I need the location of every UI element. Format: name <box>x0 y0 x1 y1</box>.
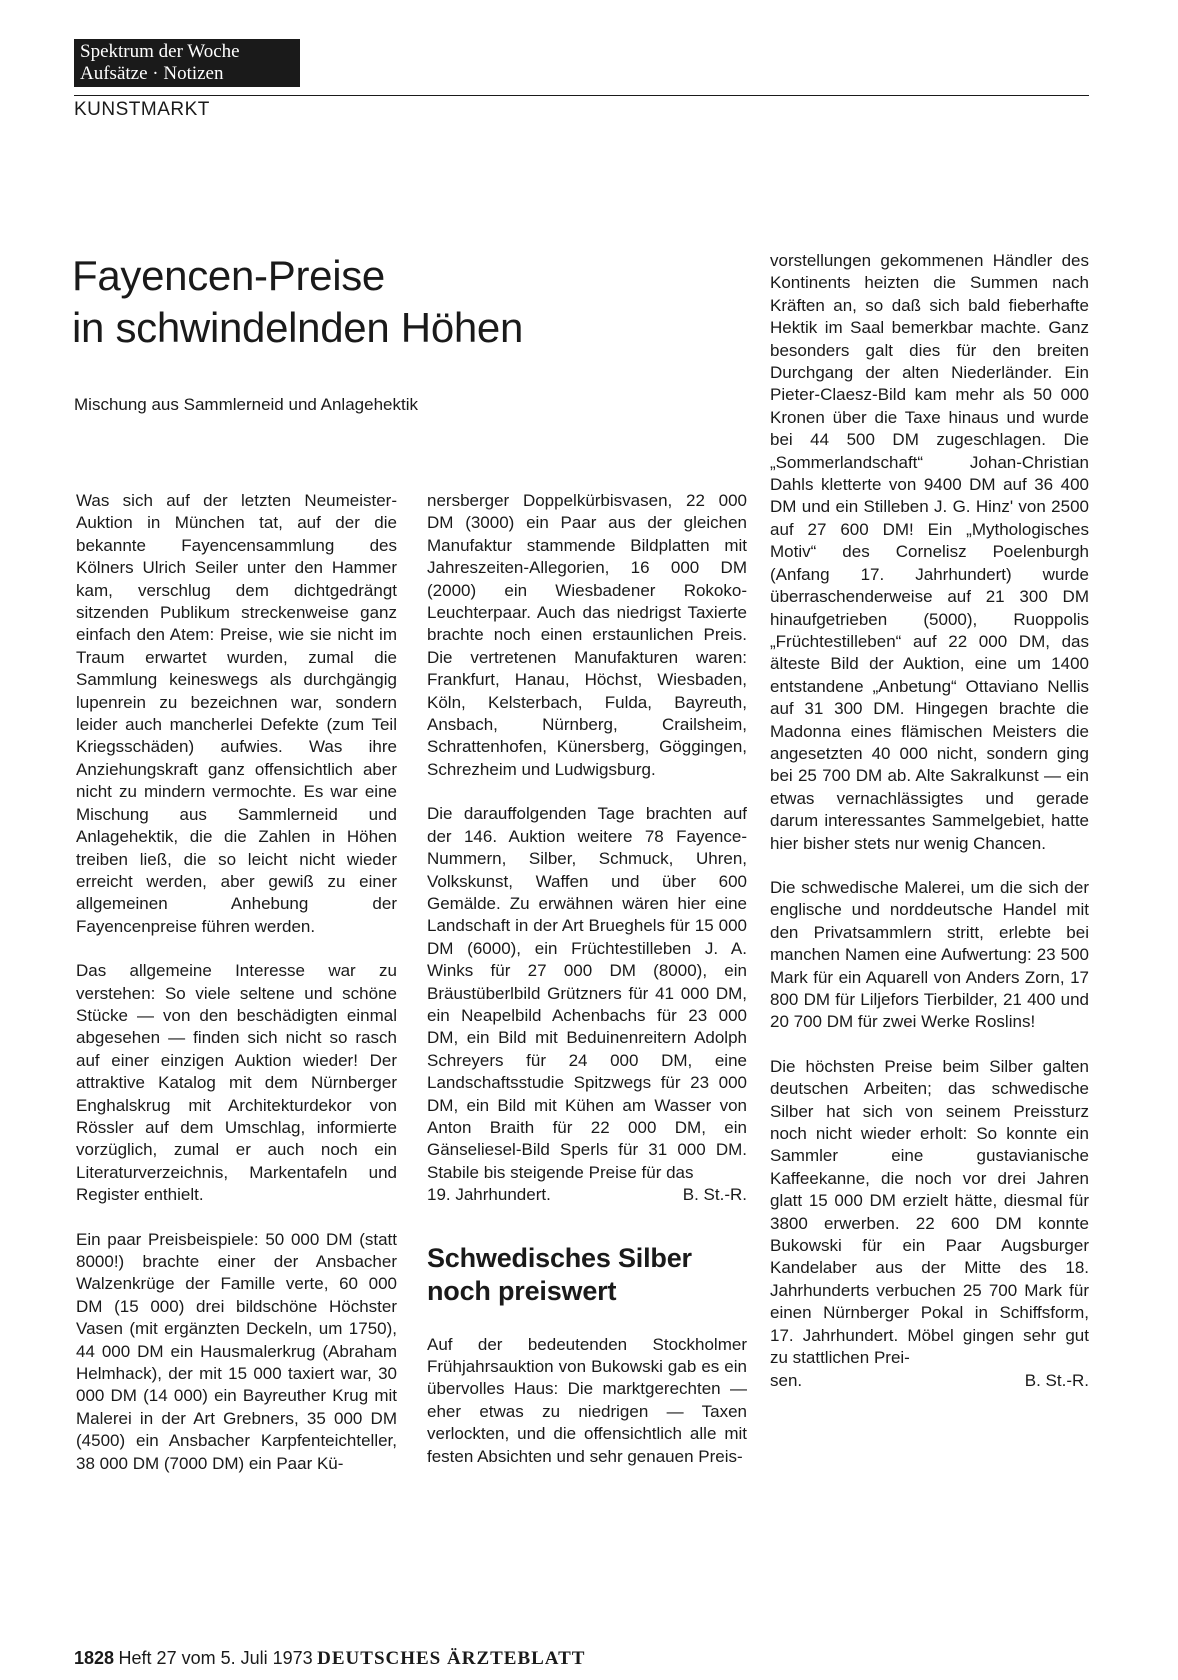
paragraph: Auf der bedeutenden Stockholmer Frühjahrsauktion von Bukowski gab es ein übervolles Haus: Die marktgerechten — eher etwas zu niedrigen — Taxen verlockten, und die offensichtlich alle mit festen Absichten und sehr genauen Preis- <box>427 1334 747 1466</box>
article-subtitle: Mischung aus Sammlerneid und Anlagehektik <box>74 395 418 414</box>
page-number: 1828 <box>74 1648 115 1668</box>
paragraph: Die darauffolgenden Tage brachten auf der 146. Auktion weitere 78 Fayence-Nummern, Silber, Schmuck, Uhren, Volkskunst, Waffen und über 600 Gemälde. Zu erwähnen wären hier eine Landschaft in der Art Brueghels für 15 000 DM (6000), ein Früchtestilleben J. A. Winks für 27 000 DM (8000), ein Bräustüberlbild Grützners für 41 000 DM, ein Neapelbild Achenbachs für 23 000 DM, ein Bild mit Beduinenreitern Adolph Schreyers für 24 000 DM, eine Landschaftsstudie Spitzwegs für 23 000 DM, ein Bild mit Kühen am Wasser von Anton Braith für 22 000 DM, ein Gänseliesel-Bild Sperls für 31 000 DM. Stabile bis steigende Preise für das <box>427 804 747 1182</box>
column-1 <box>76 490 397 1497</box>
paragraph: Ein paar Preisbeispiele: 50 000 DM (statt 8000!) brachte einer der Ansbacher Walzenkrüge der Famille verte, 60 000 DM (15 000) drei bildschöne Höchster Vasen (mit ergänzten Deckeln, um 1750), 44 000 DM ein Hausmalerkrug (Abraham Helmhack), der mit 15 000 taxiert war, 30 000 DM (14 000) ein Bayreuther Krug mit Malerei in der Art Grebners, 35 000 DM (4500) ein Ansbacher Karpfenteichteller, 38 000 DM (7000 DM) ein Paar Kü- <box>76 1229 397 1473</box>
title-line-1: Fayencen-Preise <box>72 252 385 299</box>
paragraph: vorstellungen gekommenen Händler des Kontinents heizten die Summen nach Kräften an, so daß sich bald fieberhafte Hektik im Saal bemerkbar machte. Ganz besonders galt dies für den breiten Durchgang der alten Niederländer. Ein Pieter-Claesz-Bild kam mehr als 50 000 Kronen über die Taxe hinaus und wurde bei 44 500 DM zugeschlagen. Die „Sommerlandschaft“ Johan-Christian Dahls kletterte von 9400 DM auf 36 400 DM und ein Stilleben J. G. Hinz' von 2500 auf 27 600 DM! Ein „Mythologisches Motiv“ des Cornelisz Poelenburgh (Anfang 17. Jahrhundert) wurde überraschenderweise auf 21 300 DM hinaufgetrieben (5000), Ruoppolis „Früchtestilleben“ auf 22 000 DM, das älteste Bild der Auktion, eine um 1400 entstandene „Anbetung“ Ottaviano Nellis auf 31 300 DM. Hingegen brachte die Madonna eines flämischen Meisters die angesetzten 40 000 nicht, sondern ging bei 25 700 DM ab. Alte Sakralkunst — ein etwas vernachlässigtes und gerade darum interessantes Sammelgebiet, hatte hier bisher stets nur wenig Chancen. <box>770 251 1089 853</box>
paragraph: Die schwedische Malerei, um die sich der englische und norddeutsche Handel mit den Privatsammlern stritt, erlebte bei manchen Namen eine Aufwertung: 23 500 Mark für ein Aquarell von Anders Zorn, 17 800 DM für Liljefors Tierbilder, 21 400 und 20 700 DM für zwei Werke Roslins! <box>770 877 1089 1032</box>
heading-line-2: noch preiswert <box>427 1275 617 1306</box>
column-2 <box>427 490 747 1490</box>
article-title <box>72 250 523 354</box>
section-label: KUNSTMARKT <box>74 99 210 120</box>
badge-line-2: Aufsätze · Notizen <box>80 63 224 84</box>
journal-name: DEUTSCHES ÄRZTEBLATT <box>317 1648 586 1669</box>
article-end-line <box>427 1184 747 1206</box>
paragraph: nersberger Doppelkürbisvasen, 22 000 DM (3000) ein Paar aus der gleichen Manufaktur stammende Bildplatten mit Jahreszeiten-Allegorien, 16 000 DM (2000) ein Wiesbadener Rokoko-Leuchterpaar. Auch das niedrigst Taxierte brachte noch einen erstaunlichen Preis. Die vertretenen Manufakturen waren: Frankfurt, Hanau, Höchst, Wiesbaden, Köln, Kelsterbach, Fulda, Bayreuth, Ansbach, Nürnberg, Crailsheim, Schrattenhofen, Künersberg, Göggingen, Schrezheim und Ludwigsburg. <box>427 491 747 779</box>
second-article-heading <box>427 1242 747 1308</box>
page-footer <box>74 1648 585 1670</box>
article-end-line <box>770 1370 1089 1392</box>
title-line-2: in schwindelnden Höhen <box>72 304 524 351</box>
author-signature: B. St.-R. <box>1024 1370 1089 1390</box>
heading-line-1: Schwedisches Silber <box>427 1242 692 1273</box>
last-line-text: sen. <box>770 1370 803 1390</box>
author-signature: B. St.-R. <box>682 1185 747 1205</box>
section-badge <box>74 39 300 87</box>
last-line-text: 19. Jahrhundert. <box>427 1185 551 1205</box>
header-rule <box>74 95 1089 96</box>
badge-line-1: Spektrum der Woche <box>80 41 240 62</box>
issue-info: Heft 27 vom 5. Juli 1973 <box>118 1648 313 1668</box>
paragraph: Die höchsten Preise beim Silber galten deutschen Arbeiten; das schwedische Silber hat sich von seinem Preissturz noch nicht wieder erholt: So konnte ein Sammler eine gustavianische Kaffeekanne, die noch vor drei Jahren glatt 15 000 DM erzielt hätte, diesmal für 3800 erwerben. 22 600 DM konnte Bukowski für ein Paar Augsburger Kandelaber aus der Mitte des 18. Jahrhunderts verbuchen 25 700 Mark für einen Nürnberger Pokal in Schiffsform, 17. Jahrhundert. Möbel gingen sehr gut zu stattlichen Prei- <box>770 1056 1089 1368</box>
paragraph: Das allgemeine Interesse war zu verstehen: So viele seltene und schöne Stücke — von den beschädigten einmal abgesehen — finden sich nicht so rasch auf einer einzigen Auktion wieder! Der attraktive Katalog mit dem Nürnberger Enghalskrug mit Architekturdekor von Rössler auf dem Umschlag, informierte vorzüglich, zumal er auch noch ein Literaturverzeichnis, Markentafeln und Register enthielt. <box>76 961 397 1205</box>
paragraph: Was sich auf der letzten Neumeister-Auktion in München tat, auf der die bekannte Fayencensammlung des Kölners Ulrich Seiler unter den Hammer kam, verschlug dem dichtgedrängt sitzenden Publikum streckenweise ganz einfach den Atem: Preise, wie sie nicht im Traum erwartet wurden, zumal die Sammlung keineswegs als durchgängig lupenrein zu bezeichnen war, sondern leider auch mancherlei Defekte (zum Teil Kriegsschäden) aufwies. Was ihre Anziehungskraft ganz offensichtlich aber nicht zu mindern vermochte. Es war eine Mischung aus Sammlerneid und Anlagehektik, die die Zahlen in Höhen treiben ließ, die so leicht nicht wieder erreicht werden, aber gewiß zu einer allgemeinen Anhebung der Fayencenpreise führen werden. <box>76 491 397 936</box>
column-3 <box>770 250 1089 1392</box>
